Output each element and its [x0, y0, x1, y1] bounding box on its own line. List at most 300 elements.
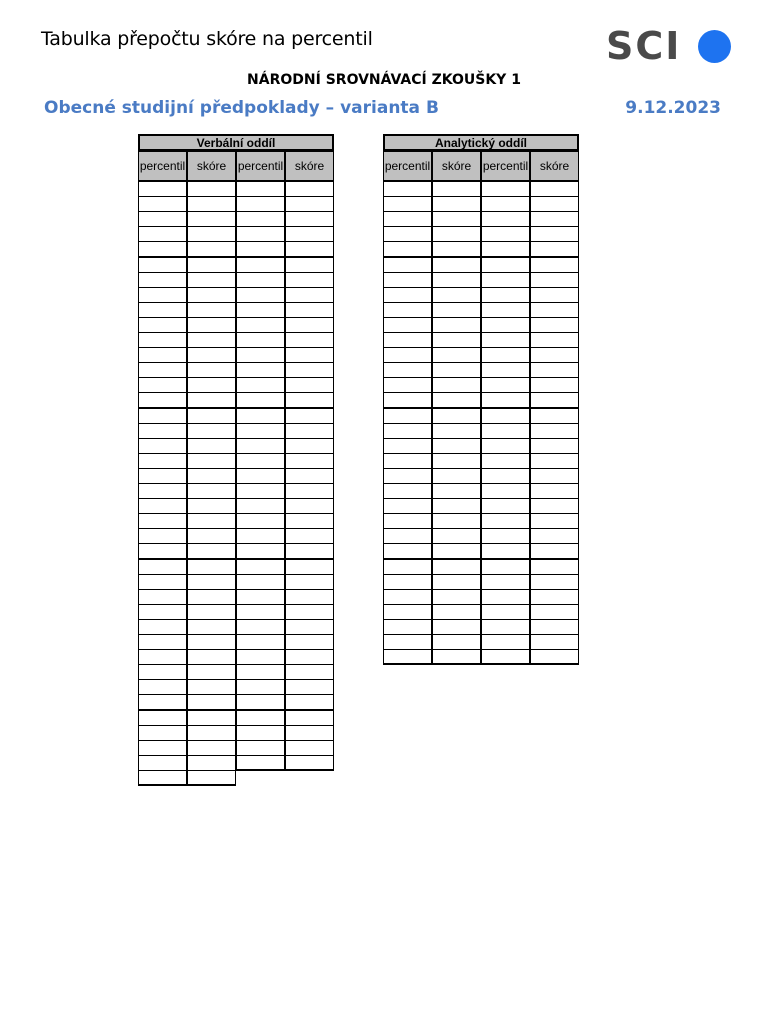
table-cell: [138, 377, 187, 393]
table-cell: [530, 302, 579, 318]
table-cell: [187, 634, 236, 650]
table-cell: [187, 710, 236, 726]
table-cell: [432, 226, 481, 242]
table-cell: [383, 649, 432, 665]
table-cell: [187, 498, 236, 514]
table-cell: [530, 272, 579, 288]
table-cell: [383, 453, 432, 469]
table-cell: [187, 377, 236, 393]
table-cell: [383, 241, 432, 257]
table-cell: [481, 317, 530, 333]
table-cell: [285, 392, 334, 408]
table-cell: [236, 196, 285, 212]
table-cell: [187, 543, 236, 559]
table-cell: [383, 377, 432, 393]
table-cell: [285, 694, 334, 710]
table-cell: [432, 483, 481, 499]
table-cell: [285, 619, 334, 635]
table-cell: [383, 619, 432, 635]
table-cell: [187, 770, 236, 786]
table-cell: [285, 483, 334, 499]
table-cell: [138, 589, 187, 605]
table-cell: [187, 664, 236, 680]
table-cell: [481, 408, 530, 424]
table-cell: [187, 332, 236, 348]
table-cell: [187, 619, 236, 635]
table-cell: [138, 196, 187, 212]
table-cell: [236, 347, 285, 363]
table-cell: [285, 241, 334, 257]
table-cell: [236, 302, 285, 318]
table-cell: [432, 377, 481, 393]
table-cell: [432, 347, 481, 363]
table-cell: [383, 257, 432, 273]
table-cell: [481, 543, 530, 559]
table-cell: [236, 453, 285, 469]
table-cell: [285, 710, 334, 726]
table-cell: [530, 559, 579, 575]
table-cell: [481, 649, 530, 665]
table-cell: [530, 619, 579, 635]
table-cell: [285, 181, 334, 197]
table-cell: [138, 710, 187, 726]
table-cell: [481, 559, 530, 575]
table-cell: [236, 483, 285, 499]
table-cell: [432, 392, 481, 408]
table-cell: [481, 377, 530, 393]
table-cell: [285, 332, 334, 348]
column-header-skóre: skóre: [432, 151, 481, 181]
table-cell: [285, 559, 334, 575]
table-cell: [481, 619, 530, 635]
table-cell: [138, 317, 187, 333]
table-cell: [432, 241, 481, 257]
table-cell: [236, 604, 285, 620]
table-cell: [383, 604, 432, 620]
table-cell: [530, 513, 579, 529]
table-cell: [236, 226, 285, 242]
table-cell: [138, 664, 187, 680]
table-cell: [187, 287, 236, 303]
table-cell: [138, 604, 187, 620]
table-cell: [236, 649, 285, 665]
table-cell: [138, 438, 187, 454]
table-cell: [432, 317, 481, 333]
table-cell: [236, 362, 285, 378]
table-cell: [138, 468, 187, 484]
table-cell: [236, 468, 285, 484]
table-cell: [285, 755, 334, 771]
table-cell: [236, 181, 285, 197]
table-cell: [187, 528, 236, 544]
table-cell: [432, 468, 481, 484]
table-cell: [383, 483, 432, 499]
table-cell: [432, 528, 481, 544]
table-cell: [285, 528, 334, 544]
table-cell: [481, 181, 530, 197]
table-cell: [481, 468, 530, 484]
table-cell: [187, 453, 236, 469]
table-cell: [236, 710, 285, 726]
table-cell: [530, 589, 579, 605]
table-cell: [432, 589, 481, 605]
table-title: Analytický oddíl: [383, 134, 579, 151]
table-cell: [285, 725, 334, 741]
table-cell: [481, 528, 530, 544]
table-cell: [530, 574, 579, 590]
table-cell: [530, 438, 579, 454]
table-title: Verbální oddíl: [138, 134, 334, 151]
table-cell: [138, 272, 187, 288]
table-cell: [432, 362, 481, 378]
table-cell: [432, 211, 481, 227]
table-cell: [432, 408, 481, 424]
table-cell: [187, 408, 236, 424]
table-cell: [383, 634, 432, 650]
table-cell: [530, 347, 579, 363]
table-cell: [432, 559, 481, 575]
table-cell: [530, 332, 579, 348]
table-cell: [481, 226, 530, 242]
table-cell: [236, 241, 285, 257]
table-cell: [236, 634, 285, 650]
table-cell: [236, 694, 285, 710]
table-cell: [138, 755, 187, 771]
table-cell: [236, 287, 285, 303]
table-cell: [187, 241, 236, 257]
exam-date: 9.12.2023: [625, 98, 721, 118]
table-cell: [187, 483, 236, 499]
table-cell: [138, 543, 187, 559]
table-cell: [285, 257, 334, 273]
table-cell: [285, 287, 334, 303]
table-cell: [187, 755, 236, 771]
table-cell: [138, 392, 187, 408]
table-cell: [383, 317, 432, 333]
table-cell: [138, 287, 187, 303]
table-cell: [236, 664, 285, 680]
table-cell: [432, 332, 481, 348]
table-cell: [285, 302, 334, 318]
table-cell: [236, 543, 285, 559]
table-cell: [383, 287, 432, 303]
table-cell: [432, 574, 481, 590]
table-cell: [236, 317, 285, 333]
table-cell: [138, 513, 187, 529]
table-cell: [187, 362, 236, 378]
table-cell: [285, 377, 334, 393]
table-cell: [383, 226, 432, 242]
table-cell: [285, 604, 334, 620]
table-cell: [236, 528, 285, 544]
table-cell: [187, 257, 236, 273]
table-cell: [285, 272, 334, 288]
table-cell: [383, 574, 432, 590]
table-cell: [530, 423, 579, 439]
table-cell: [481, 392, 530, 408]
table-cell: [432, 257, 481, 273]
table-cell: [187, 317, 236, 333]
table-cell: [530, 257, 579, 273]
table-cell: [236, 257, 285, 273]
table-cell: [285, 226, 334, 242]
table-cell: [138, 423, 187, 439]
table-cell: [383, 498, 432, 514]
table-cell: [138, 725, 187, 741]
table-cell: [138, 347, 187, 363]
table-cell: [187, 347, 236, 363]
table-cell: [138, 694, 187, 710]
column-header-skóre: skóre: [187, 151, 236, 181]
table-cell: [481, 453, 530, 469]
table-cell: [481, 604, 530, 620]
table-cell: [285, 513, 334, 529]
table-cell: [285, 498, 334, 514]
table-cell: [383, 392, 432, 408]
table-cell: [383, 211, 432, 227]
table-cell: [481, 196, 530, 212]
table-cell: [236, 438, 285, 454]
table-cell: [187, 423, 236, 439]
table-cell: [236, 423, 285, 439]
table-cell: [187, 392, 236, 408]
table-cell: [530, 181, 579, 197]
table-cell: [383, 181, 432, 197]
table-cell: [187, 211, 236, 227]
table-cell: [530, 453, 579, 469]
column-header-skóre: skóre: [285, 151, 334, 181]
table-cell: [236, 377, 285, 393]
table-cell: [187, 513, 236, 529]
table-cell: [236, 755, 285, 771]
table-cell: [530, 362, 579, 378]
table-cell: [432, 453, 481, 469]
table-cell: [530, 377, 579, 393]
table-cell: [236, 589, 285, 605]
table-cell: [530, 226, 579, 242]
table-cell: [285, 543, 334, 559]
table-cell: [383, 302, 432, 318]
table-cell: [432, 604, 481, 620]
table-cell: [481, 211, 530, 227]
table-cell: [530, 211, 579, 227]
table-cell: [138, 211, 187, 227]
table-cell: [285, 634, 334, 650]
logo-dot-icon: [698, 30, 731, 63]
table-cell: [138, 453, 187, 469]
table-cell: [236, 574, 285, 590]
table-cell: [138, 241, 187, 257]
table-cell: [138, 302, 187, 318]
table-cell: [138, 498, 187, 514]
table-cell: [285, 438, 334, 454]
table-cell: [481, 589, 530, 605]
table-cell: [432, 287, 481, 303]
table-cell: [138, 483, 187, 499]
table-cell: [236, 332, 285, 348]
table-cell: [187, 196, 236, 212]
scio-logo: [606, 24, 731, 68]
table-cell: [530, 634, 579, 650]
table-cell: [481, 272, 530, 288]
table-cell: [187, 694, 236, 710]
table-cell: [236, 272, 285, 288]
table-cell: [285, 453, 334, 469]
table-cell: [530, 317, 579, 333]
table-cell: [285, 574, 334, 590]
table-cell: [530, 392, 579, 408]
table-cell: [285, 211, 334, 227]
table-cell: [530, 408, 579, 424]
table-cell: [481, 287, 530, 303]
table-cell: [138, 574, 187, 590]
table-cell: [236, 619, 285, 635]
table-cell: [138, 528, 187, 544]
table-cell: [285, 196, 334, 212]
table-cell: [481, 574, 530, 590]
table-cell: [138, 559, 187, 575]
table-cell: [285, 317, 334, 333]
table-cell: [481, 302, 530, 318]
table-cell: [285, 740, 334, 756]
table-cell: [432, 196, 481, 212]
table-cell: [285, 679, 334, 695]
table-cell: [383, 423, 432, 439]
exam-title: NÁRODNÍ SROVNÁVACÍ ZKOUŠKY 1: [247, 72, 521, 88]
table-cell: [481, 423, 530, 439]
document-title: Tabulka přepočtu skóre na percentil: [41, 28, 373, 50]
column-header-percentil: percentil: [383, 151, 432, 181]
table-cell: [432, 272, 481, 288]
table-cell: [187, 272, 236, 288]
table-cell: [285, 408, 334, 424]
table-cell: [432, 498, 481, 514]
column-header-percentil: percentil: [481, 151, 530, 181]
table-cell: [187, 604, 236, 620]
table-cell: [481, 257, 530, 273]
table-cell: [138, 770, 187, 786]
table-cell: [138, 362, 187, 378]
table-cell: [530, 528, 579, 544]
table-cell: [236, 513, 285, 529]
table-cell: [236, 408, 285, 424]
table-cell: [383, 332, 432, 348]
table-cell: [383, 543, 432, 559]
table-cell: [530, 287, 579, 303]
table-cell: [530, 241, 579, 257]
table-cell: [481, 241, 530, 257]
table-cell: [138, 257, 187, 273]
table-cell: [187, 725, 236, 741]
table-cell: [383, 196, 432, 212]
table-cell: [187, 559, 236, 575]
table-cell: [530, 483, 579, 499]
table-cell: [236, 725, 285, 741]
table-cell: [432, 619, 481, 635]
table-cell: [481, 483, 530, 499]
column-header-skóre: skóre: [530, 151, 579, 181]
table-cell: [432, 302, 481, 318]
table-cell: [138, 181, 187, 197]
table-cell: [138, 649, 187, 665]
table-cell: [285, 649, 334, 665]
table-cell: [530, 543, 579, 559]
column-header-percentil: percentil: [236, 151, 285, 181]
table-cell: [481, 362, 530, 378]
table-cell: [236, 211, 285, 227]
table-cell: [530, 196, 579, 212]
table-cell: [530, 649, 579, 665]
table-cell: [481, 513, 530, 529]
table-cell: [432, 634, 481, 650]
table-cell: [187, 438, 236, 454]
table-cell: [432, 438, 481, 454]
table-cell: [285, 362, 334, 378]
table-cell: [138, 226, 187, 242]
table-cell: [138, 679, 187, 695]
table-cell: [236, 740, 285, 756]
table-cell: [530, 468, 579, 484]
table-cell: [236, 392, 285, 408]
table-cell: [138, 740, 187, 756]
table-cell: [530, 498, 579, 514]
table-cell: [481, 332, 530, 348]
table-cell: [285, 589, 334, 605]
table-cell: [187, 679, 236, 695]
table-cell: [383, 559, 432, 575]
table-cell: [383, 589, 432, 605]
table-cell: [187, 574, 236, 590]
table-cell: [236, 559, 285, 575]
table-cell: [383, 528, 432, 544]
table-cell: [285, 664, 334, 680]
table-cell: [187, 649, 236, 665]
table-cell: [138, 332, 187, 348]
table-cell: [481, 347, 530, 363]
table-cell: [383, 347, 432, 363]
table-cell: [187, 589, 236, 605]
table-cell: [236, 498, 285, 514]
table-cell: [432, 513, 481, 529]
table-cell: [530, 604, 579, 620]
table-cell: [285, 468, 334, 484]
table-cell: [432, 423, 481, 439]
table-cell: [187, 226, 236, 242]
table-cell: [383, 468, 432, 484]
table-cell: [285, 423, 334, 439]
table-cell: [383, 513, 432, 529]
table-cell: [383, 362, 432, 378]
logo-text: SCI: [606, 24, 682, 68]
table-cell: [481, 634, 530, 650]
table-cell: [138, 408, 187, 424]
table-cell: [138, 634, 187, 650]
table-cell: [383, 438, 432, 454]
table-cell: [432, 649, 481, 665]
table-cell: [187, 181, 236, 197]
variant-subtitle: Obecné studijní předpoklady – varianta B: [44, 98, 439, 118]
table-cell: [432, 181, 481, 197]
table-cell: [481, 498, 530, 514]
table-cell: [187, 740, 236, 756]
table-cell: [383, 272, 432, 288]
table-cell: [236, 679, 285, 695]
table-cell: [432, 543, 481, 559]
table-cell: [383, 408, 432, 424]
table-cell: [138, 619, 187, 635]
table-cell: [187, 468, 236, 484]
column-header-percentil: percentil: [138, 151, 187, 181]
